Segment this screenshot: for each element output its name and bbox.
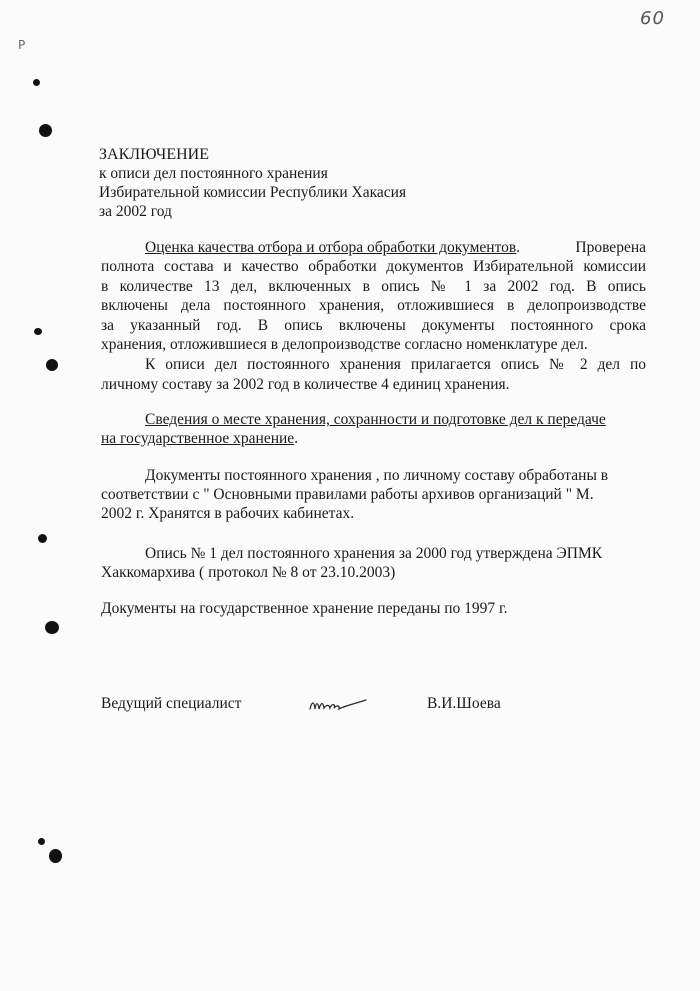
section1-line-2: полнота состава и качество обработки документов Избирательной комиссии <box>101 258 646 275</box>
document-title: ЗАКЛЮЧЕНИЕ <box>99 146 209 163</box>
section1-line-6: хранения, отложившиеся в делопроизводстве согласно номенклатуре дел. <box>101 336 588 354</box>
punch-hole <box>45 621 59 634</box>
punch-hole <box>38 838 45 845</box>
page-number: 60 <box>640 8 665 29</box>
punch-hole <box>39 124 52 137</box>
section2-para3: Документы на государственное хранение переданы по 1997 г. <box>101 600 508 617</box>
section1-heading: Оценка качества отбора и отбора обработки документов <box>145 239 517 256</box>
section1-para2-line-2: личному составу за 2002 год в количестве 4 единиц хранения. <box>101 375 510 393</box>
subtitle-line-3: за 2002 год <box>99 203 172 220</box>
section1-paragraph-2 <box>101 355 646 394</box>
signatory-position: Ведущий специалист <box>101 695 242 712</box>
section2-para1-line-3: 2002 г. Хранятся в рабочих кабинетах. <box>101 505 355 522</box>
section2-para2-line-1: Опись № 1 дел постоянного хранения за 2000 год утверждена ЭПМК <box>145 545 603 562</box>
section2-para2-line-2: Хаккомархива ( протокол № 8 от 23.10.2003) <box>101 564 396 581</box>
corner-mark: P <box>18 38 26 52</box>
signatory-name: В.И.Шоева <box>427 695 501 712</box>
punch-hole <box>33 79 40 86</box>
section2-para1-line-1: Документы постоянного хранения , по личному составу обработаны в <box>145 467 609 484</box>
punch-hole <box>34 328 42 335</box>
section1-line-3: в количестве 13 дел, включенных в опись № 1 за 2002 год. В опись <box>101 277 646 295</box>
subtitle-line-1: к описи дел постоянного хранения <box>99 165 328 182</box>
handwritten-signature <box>306 693 370 715</box>
section1-para2-line-1: К описи дел постоянного хранения прилагается опись № 2 дел по <box>145 356 646 373</box>
section1-line-1: Оценка качества отбора и отбора обработки документов. Проверена <box>145 239 646 256</box>
section2-heading-line-2: на государственное хранение. <box>101 430 299 447</box>
section1-text-start: Проверена <box>575 239 646 256</box>
section1-line-4: включены дела постоянного хранения, отложившиеся в делопроизводстве <box>101 297 646 315</box>
punch-hole <box>46 359 58 371</box>
punch-hole <box>49 849 62 863</box>
punch-hole <box>38 534 47 543</box>
section1-paragraph <box>101 257 646 355</box>
subtitle-line-2: Избирательной комиссии Республики Хакасия <box>99 184 407 201</box>
section1-line-5: за указанный год. В опись включены документы постоянного срока <box>101 316 646 334</box>
section2-para1-line-2: соответствии с " Основными правилами работы архивов организаций " М. <box>101 486 594 503</box>
section2-heading-line-1: Сведения о месте хранения, сохранности и подготовке дел к передаче <box>145 411 606 428</box>
